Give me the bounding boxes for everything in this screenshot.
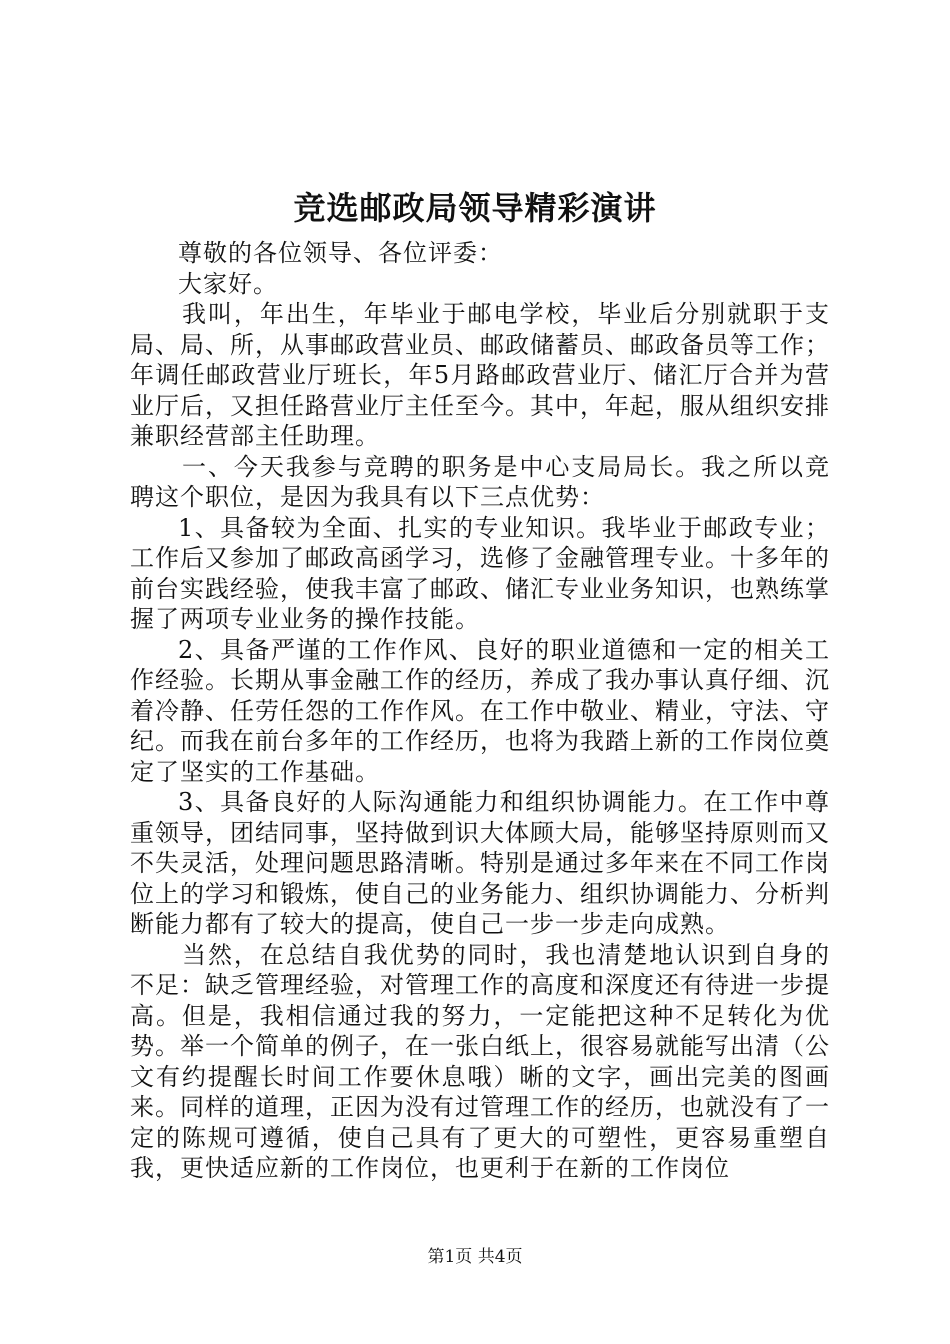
strength-3-paragraph: 3、具备良好的人际沟通能力和组织协调能力。在工作中尊重领导，团结同事，坚持做到识大体顾大局，能够坚持原则而又不失灵活，处理问题思路清晰。特别是通过多年来在不同工作岗位上的学习和锻炼，使自己的业务能力、组织协调能力、分析判断能力都有了较大的提高，使自己一步一步走向成熟。 bbox=[130, 788, 830, 938]
page-footer: 第1页 共4页 bbox=[427, 1247, 523, 1267]
position-paragraph: 一、今天我参与竞聘的职务是中心支局局长。我之所以竞聘这个职位，是因为我具有以下三点优势： bbox=[130, 452, 830, 511]
strength-1-paragraph: 1、具备较为全面、扎实的专业知识。我毕业于邮政专业；工作后又参加了邮政高函学习，选修了金融管理专业。十多年的前台实践经验，使我丰富了邮政、储汇专业业务知识，也熟练掌握了两项专业业务的操作技能。 bbox=[130, 513, 830, 633]
intro-paragraph: 我叫，年出生，年毕业于邮电学校，毕业后分别就职于支局、局、所，从事邮政营业员、邮政储蓄员、邮政备员等工作；年调任邮政营业厅班长，年5月路邮政营业厅、储汇厅合并为营业厅后，又担任路营业厅主任至今。其中，年起，服从组织安排兼职经营部主任助理。 bbox=[130, 300, 830, 450]
salutation-paragraph: 尊敬的各位领导、各位评委： bbox=[178, 239, 503, 267]
document-body bbox=[130, 238, 830, 1184]
document-title: 竞选邮政局领导精彩演讲 bbox=[293, 189, 657, 227]
weakness-paragraph: 当然，在总结自我优势的同时，我也清楚地认识到自身的不足：缺乏管理经验，对管理工作的高度和深度还有待进一步提高。但是，我相信通过我的努力，一定能把这种不足转化为优势。举一个简单的例子，在一张白纸上，很容易就能写出清（公文有约提醒长时间工作要休息哦）晰的文字，画出完美的图画来。同样的道理，正因为没有过管理工作的经历，也就没有了一定的陈规可遵循，使自己具有了更大的可塑性，更容易重塑自我，更快适应新的工作岗位，也更利于在新的工作岗位 bbox=[130, 940, 830, 1182]
strength-2-paragraph: 2、具备严谨的工作作风、良好的职业道德和一定的相关工作经验。长期从事金融工作的经历，养成了我办事认真仔细、沉着冷静、任劳任怨的工作作风。在工作中敬业、精业，守法、守纪。而我在前台多年的工作经历，也将为我踏上新的工作岗位奠定了坚实的工作基础。 bbox=[130, 635, 830, 786]
greeting-paragraph: 大家好。 bbox=[178, 269, 278, 298]
